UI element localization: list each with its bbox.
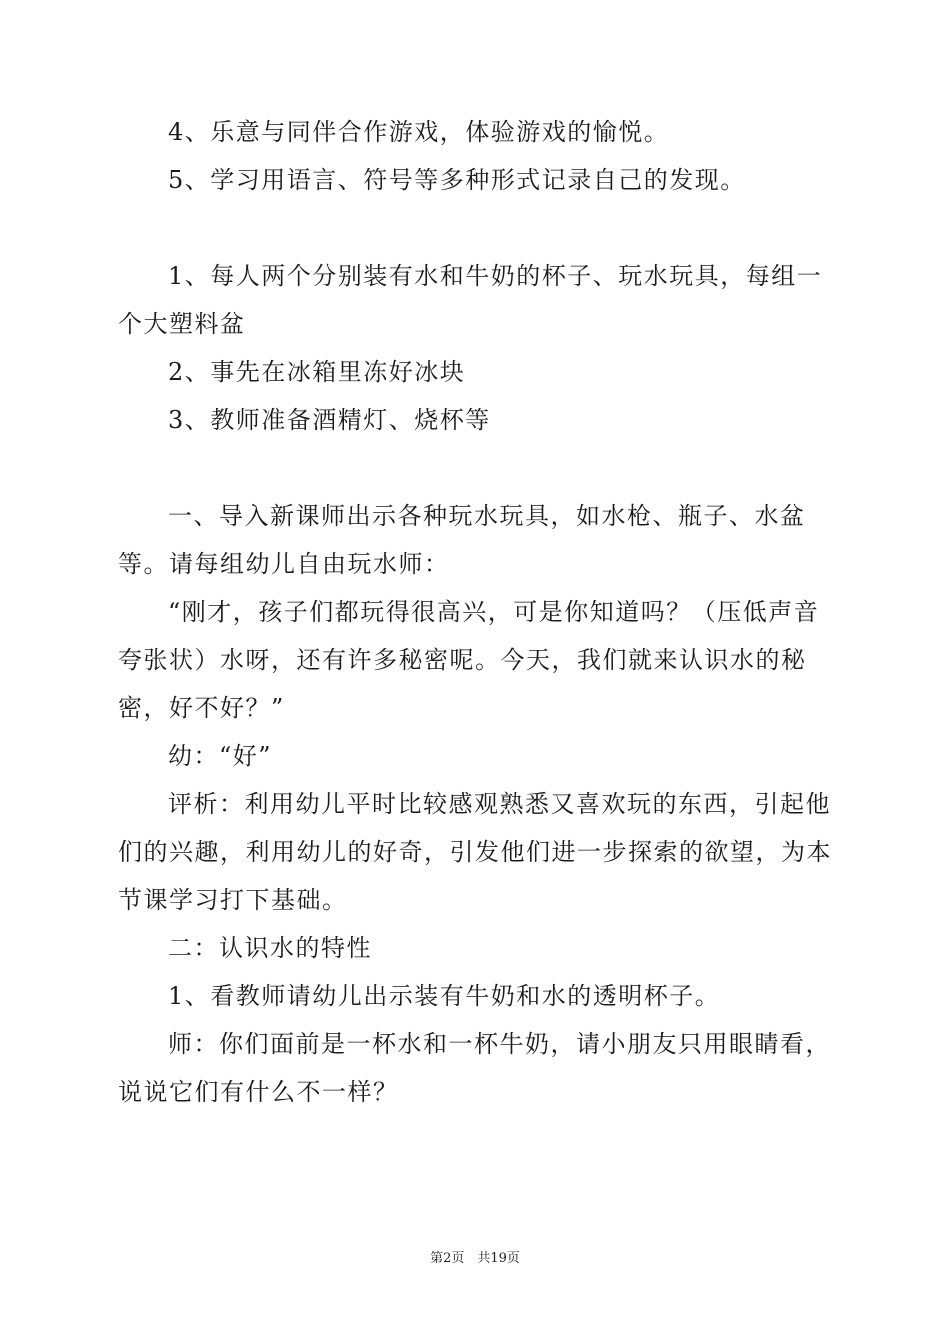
paragraph-material-1: 1、每人两个分别装有水和牛奶的杯子、玩水玩具，每组一个大塑料盆 — [118, 262, 823, 338]
paragraph-commentary: 评析：利用幼儿平时比较感观熟悉又喜欢玩的东西，引起他们的兴趣，利用幼儿的好奇，引发他们进一步探索的欲望，为本节课学习打下基础。 — [118, 790, 832, 914]
paragraph-section-two: 二：认识水的特性 — [168, 934, 372, 962]
section-gap — [118, 444, 838, 492]
document-body — [118, 108, 838, 1116]
paragraph-material-2: 2、事先在冰箱里冻好冰块 — [168, 358, 466, 386]
paragraph-material-3: 3、教师准备酒精灯、烧杯等 — [168, 406, 491, 434]
section-gap — [118, 204, 838, 252]
paragraph-teacher-question: 师：你们面前是一杯水和一杯牛奶，请小朋友只用眼睛看，说说它们有什么不一样？ — [118, 1030, 831, 1106]
paragraph-child-reply: 幼：“好” — [168, 742, 273, 770]
paragraph-teacher-quote: “刚才，孩子们都玩得很高兴，可是你知道吗？（压低声音夸张状）水呀，还有许多秘密呢。今天，我们就来认识水的秘密，好不好？” — [118, 598, 820, 722]
paragraph-goal-4: 4、乐意与同伴合作游戏，体验游戏的愉悦。 — [168, 118, 670, 146]
paragraph-step-1: 1、看教师请幼儿出示装有牛奶和水的透明杯子。 — [168, 982, 721, 1010]
paragraph-goal-5: 5、学习用语言、符号等多种形式记录自己的发现。 — [168, 166, 746, 194]
page-number-footer: 第2页 共19页 — [430, 1251, 520, 1266]
paragraph-intro: 一、导入新课师出示各种玩水玩具，如水枪、瓶子、水盆等。请每组幼儿自由玩水师： — [118, 502, 806, 578]
